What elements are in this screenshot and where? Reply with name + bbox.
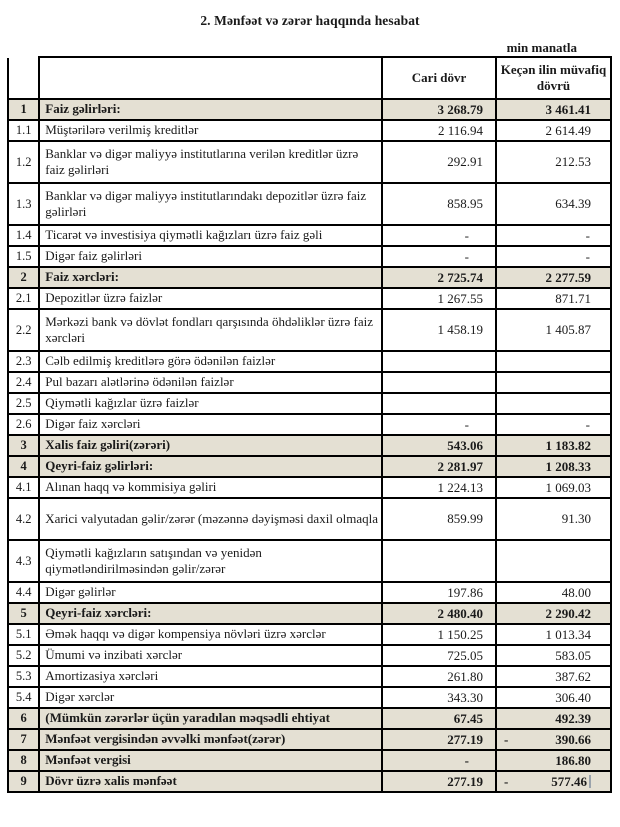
row-label: Digər faiz gəlirləri <box>39 246 382 267</box>
previous-period-value: 2 277.59 <box>496 267 611 288</box>
previous-period-value: 306.40 <box>496 687 611 708</box>
current-period-value: 1 267.55 <box>382 288 496 309</box>
row-number: 3 <box>8 435 39 456</box>
previous-period-value: - <box>496 225 611 246</box>
previous-period-value: 634.39 <box>496 183 611 225</box>
current-period-value <box>382 351 496 372</box>
table-row <box>8 708 611 729</box>
row-number: 1.2 <box>8 141 39 183</box>
row-label: Qiymətli kağızlar üzrə faizlər <box>39 393 382 414</box>
previous-period-value: 212.53 <box>496 141 611 183</box>
previous-period-value: 48.00 <box>496 582 611 603</box>
row-number: 1.4 <box>8 225 39 246</box>
row-label: Ümumi və inzibati xərclər <box>39 645 382 666</box>
previous-period-value: - 390.66 <box>496 729 611 750</box>
row-number: 2.6 <box>8 414 39 435</box>
row-label: Amortizasiya xərcləri <box>39 666 382 687</box>
row-label: Qiymətli kağızların satışından və yenidən qiymətləndirilməsindən gəlir/zərər <box>39 540 382 582</box>
row-label: Xalis faiz gəliri(zərəri) <box>39 435 382 456</box>
table-header-row <box>8 57 611 99</box>
previous-period-value: 1 183.82 <box>496 435 611 456</box>
previous-period-value: - <box>496 246 611 267</box>
row-label: Xarici valyutadan gəlir/zərər (məzənnə dəyişməsi daxil olmaqla <box>39 498 382 540</box>
row-number: 2.2 <box>8 309 39 351</box>
current-period-value: 1 150.25 <box>382 624 496 645</box>
current-period-value <box>382 393 496 414</box>
previous-period-value: - <box>496 414 611 435</box>
previous-period-value: 186.80 <box>496 750 611 771</box>
table-row <box>8 498 611 540</box>
previous-period-value: - 577.46 <box>496 771 611 792</box>
table-row <box>8 435 611 456</box>
table-row <box>8 225 611 246</box>
table-row <box>8 393 611 414</box>
current-period-value: 2 480.40 <box>382 603 496 624</box>
previous-period-value <box>496 351 611 372</box>
row-number: 5.1 <box>8 624 39 645</box>
previous-period-value: 3 461.41 <box>496 99 611 120</box>
table-row <box>8 183 611 225</box>
current-period-value: 197.86 <box>382 582 496 603</box>
row-number: 5.2 <box>8 645 39 666</box>
row-number: 5.4 <box>8 687 39 708</box>
row-number: 4.2 <box>8 498 39 540</box>
table-row <box>8 141 611 183</box>
row-label: Pul bazarı alətlərinə ödənilən faizlər <box>39 372 382 393</box>
previous-period-value: 91.30 <box>496 498 611 540</box>
row-number: 5.3 <box>8 666 39 687</box>
table-row <box>8 771 611 792</box>
previous-period-value <box>496 393 611 414</box>
table-row <box>8 372 611 393</box>
current-period-value: 2 281.97 <box>382 456 496 477</box>
row-number: 1 <box>8 99 39 120</box>
row-label: Faiz xərcləri: <box>39 267 382 288</box>
current-period-value: 2 725.74 <box>382 267 496 288</box>
row-label: Digər xərclər <box>39 687 382 708</box>
table-row <box>8 99 611 120</box>
row-number: 1.5 <box>8 246 39 267</box>
row-label: Banklar və digər maliyyə institutlarındakı depozitlər üzrə faiz gəlirləri <box>39 183 382 225</box>
previous-period-value: 2 290.42 <box>496 603 611 624</box>
current-period-value: 3 268.79 <box>382 99 496 120</box>
text-cursor-artifact <box>589 775 591 788</box>
row-label: (Mümkün zərərlər üçün yaradılan məqsədli ehtiyat <box>39 708 382 729</box>
row-label: Mərkəzi bank və dövlət fondları qarşısında öhdəliklər üzrə faiz xərcləri <box>39 309 382 351</box>
row-label: Dövr üzrə xalis mənfəət <box>39 771 382 792</box>
table-row <box>8 540 611 582</box>
previous-period-value <box>496 372 611 393</box>
previous-period-value: 387.62 <box>496 666 611 687</box>
table-row <box>8 750 611 771</box>
table-row <box>8 288 611 309</box>
row-label: Qeyri-faiz xərcləri: <box>39 603 382 624</box>
row-number: 4.4 <box>8 582 39 603</box>
table-row <box>8 645 611 666</box>
current-period-value: 725.05 <box>382 645 496 666</box>
page-title: 2. Mənfəət və zərər haqqında hesabat <box>200 13 420 28</box>
row-label: Depozitlər üzrə faizlər <box>39 288 382 309</box>
row-label: Müştərilərə verilmiş kreditlər <box>39 120 382 141</box>
current-period-value: 292.91 <box>382 141 496 183</box>
current-period-value: 261.80 <box>382 666 496 687</box>
table-row <box>8 120 611 141</box>
unit-note: min manatla <box>506 40 577 55</box>
table-row <box>8 687 611 708</box>
negative-sign: - <box>504 773 509 789</box>
table-row <box>8 267 611 288</box>
row-label: Mənfəət vergisi <box>39 750 382 771</box>
row-number: 2.1 <box>8 288 39 309</box>
row-label: Cəlb edilmiş kreditlərə görə ödənilən faizlər <box>39 351 382 372</box>
current-period-value: 343.30 <box>382 687 496 708</box>
row-number: 1.1 <box>8 120 39 141</box>
table-row <box>8 456 611 477</box>
row-number: 4.1 <box>8 477 39 498</box>
table-row <box>8 246 611 267</box>
header-previous-period: Keçən ilin müvafiq dövrü <box>496 57 611 99</box>
row-number: 5 <box>8 603 39 624</box>
table-row <box>8 477 611 498</box>
header-number-cell <box>8 57 39 99</box>
table-row <box>8 624 611 645</box>
row-number: 2 <box>8 267 39 288</box>
previous-period-value: 2 614.49 <box>496 120 611 141</box>
row-label: Qeyri-faiz gəlirləri: <box>39 456 382 477</box>
header-current-period: Cari dövr <box>382 57 496 99</box>
previous-period-value: 583.05 <box>496 645 611 666</box>
row-label: Mənfəət vergisindən əvvəlki mənfəət(zərər) <box>39 729 382 750</box>
negative-sign: - <box>504 731 509 747</box>
current-period-value: - <box>382 414 496 435</box>
current-period-value: 543.06 <box>382 435 496 456</box>
table-row <box>8 414 611 435</box>
current-period-value: 1 224.13 <box>382 477 496 498</box>
previous-period-value: 871.71 <box>496 288 611 309</box>
previous-period-value: 1 069.03 <box>496 477 611 498</box>
row-number: 2.4 <box>8 372 39 393</box>
row-number: 2.3 <box>8 351 39 372</box>
table-row <box>8 603 611 624</box>
table-row <box>8 666 611 687</box>
previous-period-value: 492.39 <box>496 708 611 729</box>
current-period-value: 67.45 <box>382 708 496 729</box>
previous-period-value: 1 405.87 <box>496 309 611 351</box>
row-number: 7 <box>8 729 39 750</box>
current-period-value: 2 116.94 <box>382 120 496 141</box>
current-period-value: 277.19 <box>382 729 496 750</box>
current-period-value <box>382 540 496 582</box>
previous-period-value <box>496 540 611 582</box>
row-number: 2.5 <box>8 393 39 414</box>
current-period-value: 859.99 <box>382 498 496 540</box>
current-period-value: 277.19 <box>382 771 496 792</box>
current-period-value: - <box>382 246 496 267</box>
row-number: 1.3 <box>8 183 39 225</box>
current-period-value: - <box>382 225 496 246</box>
table-row <box>8 582 611 603</box>
current-period-value <box>382 372 496 393</box>
profit-loss-table <box>7 56 612 793</box>
row-label: Əmək haqqı və digər kompensiya növləri üzrə xərclər <box>39 624 382 645</box>
row-number: 6 <box>8 708 39 729</box>
current-period-value: 1 458.19 <box>382 309 496 351</box>
row-number: 4 <box>8 456 39 477</box>
row-label: Ticarət və investisiya qiymətli kağızları üzrə faiz gəli <box>39 225 382 246</box>
header-indicator-cell <box>39 57 382 99</box>
previous-period-value: 1 208.33 <box>496 456 611 477</box>
row-label: Faiz gəlirləri: <box>39 99 382 120</box>
pl-table-body <box>8 99 611 792</box>
row-label: Digər gəlirlər <box>39 582 382 603</box>
current-period-value: 858.95 <box>382 183 496 225</box>
row-number: 9 <box>8 771 39 792</box>
row-number: 8 <box>8 750 39 771</box>
current-period-value: - <box>382 750 496 771</box>
row-label: Alınan haqq və kommisiya gəliri <box>39 477 382 498</box>
row-label: Banklar və digər maliyyə institutlarına verilən kreditlər üzrə faiz gəlirləri <box>39 141 382 183</box>
row-label: Digər faiz xərcləri <box>39 414 382 435</box>
row-number: 4.3 <box>8 540 39 582</box>
table-row <box>8 351 611 372</box>
previous-period-value: 1 013.34 <box>496 624 611 645</box>
table-row <box>8 309 611 351</box>
table-row <box>8 729 611 750</box>
